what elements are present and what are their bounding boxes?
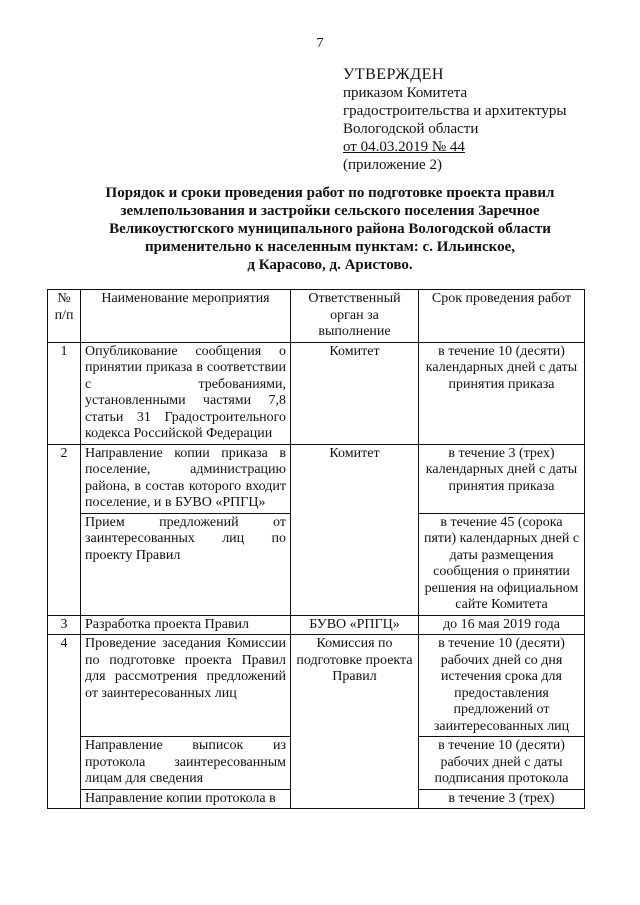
schedule-table — [47, 289, 585, 809]
row-org: Комиссия по подготовке проекта Правил — [291, 635, 419, 809]
row-term: в течение 45 (сорока пяти) календарных дней с даты размещения сообщения о принятии решения на официальном сайте Комитета — [419, 513, 585, 615]
table-row — [48, 342, 585, 444]
header-name: Наименование мероприятия — [81, 290, 291, 343]
row-name: Опубликование сообщения о принятии приказа в соответствии с требованиями, установленными частями 7,8 статьи 31 Градостроительного кодекса Российской Федерации — [81, 342, 291, 444]
row-name: Разработка проекта Правил — [81, 615, 291, 635]
row-term: в течение 10 (десяти) рабочих дней с даты подписания протокола — [419, 737, 585, 790]
approval-line: Вологодской области — [343, 121, 479, 137]
row-term: в течение 10 (десяти) рабочих дней со дня истечения срока для предоставления предложений от заинтересованных лиц — [419, 635, 585, 737]
table-header-row — [48, 290, 585, 343]
title-line: д Карасово, д. Аристово. — [247, 257, 413, 273]
header-org: Ответственный орган за выполнение — [291, 290, 419, 343]
page-number: 7 — [316, 36, 324, 51]
row-term: в течение 10 (десяти) календарных дней с даты принятия приказа — [419, 342, 585, 444]
row-num: 2 — [48, 444, 81, 615]
approval-block — [343, 66, 566, 174]
row-num: 3 — [48, 615, 81, 635]
title-line: применительно к населенным пунктам: с. Ильинское, — [144, 239, 516, 255]
approval-line: приказом Комитета — [343, 85, 468, 101]
row-term: до 16 мая 2019 года — [419, 615, 585, 635]
header-num: № п/п — [48, 290, 81, 343]
row-org: Комитет — [291, 444, 419, 615]
row-org: БУВО «РПГЦ» — [291, 615, 419, 635]
row-num: 1 — [48, 342, 81, 444]
approval-line: градостроительства и архитектуры — [343, 103, 567, 119]
table-row — [48, 444, 585, 513]
row-name: Проведение заседания Комиссии по подготовке проекта Правил для рассмотрения предложений от заинтересованных лиц — [81, 635, 291, 737]
row-num: 4 — [48, 635, 81, 809]
document-title — [60, 184, 600, 274]
row-name: Направление копии приказа в поселение, администрацию района, в состав которого входит поселение, и в БУВО «РПГЦ» — [81, 444, 291, 513]
approval-title: УТВЕРЖДЕН — [343, 66, 444, 83]
table-row — [48, 615, 585, 635]
table-row — [48, 635, 585, 737]
row-term: в течение 3 (трех) — [419, 789, 585, 809]
approval-annex: (приложение 2) — [343, 157, 442, 173]
header-term: Срок проведения работ — [419, 290, 585, 343]
row-name: Прием предложений от заинтересованных лиц по проекту Правил — [81, 513, 291, 615]
title-line: Порядок и сроки проведения работ по подготовке проекта правил — [105, 185, 555, 201]
title-line: землепользования и застройки сельского поселения Заречное — [120, 203, 540, 219]
row-term: в течение 3 (трех) календарных дней с даты принятия приказа — [419, 444, 585, 513]
row-org: Комитет — [291, 342, 419, 444]
title-line: Великоустюгского муниципального района Вологодской области — [109, 221, 551, 237]
row-name: Направление выписок из протокола заинтересованным лицам для сведения — [81, 737, 291, 790]
row-name: Направление копии протокола в — [81, 789, 291, 809]
approval-date: от 04.03.2019 № 44 — [343, 139, 465, 155]
